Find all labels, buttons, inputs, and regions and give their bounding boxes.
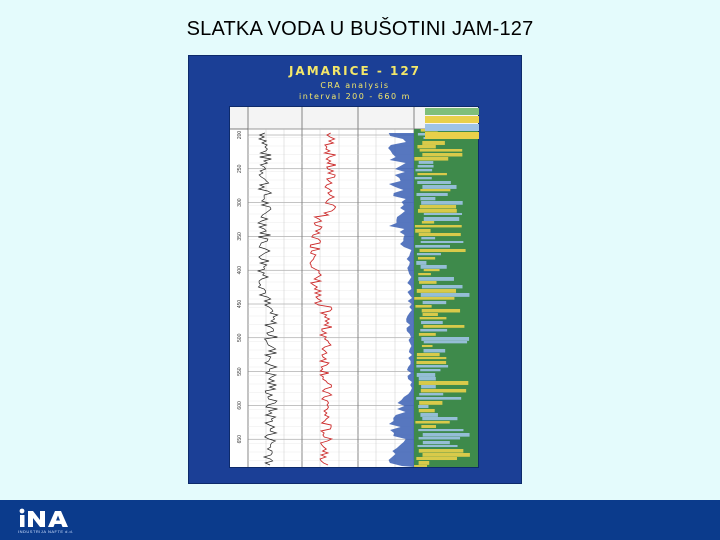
porosity-fill	[388, 133, 414, 467]
lithology-band	[421, 389, 466, 392]
legend-row-sand	[425, 116, 479, 123]
footer-bar	[0, 500, 720, 540]
lithology-band	[420, 329, 447, 332]
lithology-band	[417, 445, 457, 447]
lithology-band	[419, 393, 443, 395]
legend-row-water	[425, 124, 479, 131]
lithology-band	[423, 441, 450, 444]
ina-logo-icon	[18, 508, 82, 528]
lithology-band	[415, 177, 432, 179]
lithology-band	[421, 321, 443, 324]
lithology-band	[423, 325, 464, 328]
lithology-band	[417, 289, 456, 293]
lithology-band	[417, 357, 447, 359]
lithology-band	[424, 349, 446, 353]
lithology-band	[417, 173, 447, 175]
logo-subtitle: INDUSTRIJA NAFTE d.d.	[18, 529, 74, 534]
depth-label: 350	[237, 232, 243, 241]
lithology-band	[416, 261, 426, 265]
lithology-band	[420, 189, 450, 191]
lithology-band	[418, 429, 463, 431]
depth-grid	[248, 129, 414, 461]
depth-labels	[237, 131, 243, 444]
log-plot	[229, 106, 479, 468]
lithology-band	[422, 185, 456, 189]
lithology-band	[417, 353, 440, 356]
lithology-band	[420, 413, 437, 417]
lithology-band	[421, 241, 464, 243]
lithology-band	[415, 169, 432, 171]
lithology-band	[416, 193, 447, 196]
lithology-band	[416, 397, 461, 400]
track-grid	[266, 129, 395, 467]
lithology-band	[424, 341, 467, 343]
lithology-band	[421, 237, 435, 239]
lithology-band	[416, 361, 446, 364]
lithology-band	[415, 245, 450, 248]
lithology-band	[419, 401, 442, 405]
lithology-band	[415, 421, 449, 424]
lithology-band	[419, 377, 436, 380]
lithology-band	[419, 437, 460, 439]
lithology-band	[419, 281, 436, 284]
lithology-band	[420, 249, 466, 252]
lithology-band	[422, 221, 434, 224]
lithology-band	[419, 409, 435, 412]
log-plot-svg	[230, 107, 478, 467]
lithology-band	[415, 305, 431, 308]
depth-label: 600	[237, 401, 243, 410]
lithology-band	[415, 225, 462, 227]
slide-title: SLATKA VODA U BUŠOTINI JAM-127	[186, 18, 534, 40]
lithology-band	[416, 457, 457, 460]
lithology-band	[421, 265, 447, 269]
lithology-band	[423, 433, 470, 437]
lithology-band	[424, 269, 440, 271]
lithology-band	[419, 461, 430, 465]
depth-label: 500	[237, 333, 243, 342]
lithology-band	[419, 233, 461, 236]
lithology-band	[419, 333, 436, 336]
lithology-band	[417, 145, 435, 148]
depth-label: 450	[237, 299, 243, 309]
depth-label: 250	[237, 164, 243, 173]
lithology-band	[421, 201, 463, 205]
lithology-band	[421, 385, 436, 388]
depth-label: 650	[237, 435, 243, 444]
depth-label: 550	[237, 367, 243, 376]
lithology-band	[421, 425, 436, 428]
figure-subtitle: CRA analysis	[320, 81, 390, 90]
depth-label: 400	[237, 266, 243, 275]
lithology-band	[420, 149, 463, 152]
lithology-band	[414, 157, 448, 161]
lithology-band	[422, 309, 460, 312]
lithology-band	[420, 317, 447, 319]
legend-box	[425, 108, 479, 142]
lithology-band	[423, 453, 470, 457]
lithology-band	[420, 205, 456, 209]
lithology-band	[422, 345, 433, 347]
legend-row-shale	[425, 108, 479, 115]
lithology-band	[418, 209, 457, 213]
lithology-band	[418, 257, 435, 260]
lithology-band	[419, 161, 434, 164]
legend-row-gas	[425, 132, 479, 139]
lithology-band	[418, 165, 434, 168]
depth-label: 300	[237, 198, 243, 207]
well-log-figure	[188, 55, 522, 484]
lithology-band	[417, 373, 436, 377]
lithology-band	[421, 337, 469, 341]
lithology-band	[421, 293, 470, 297]
figure-title: JAMARICE - 127	[288, 64, 422, 78]
lithology-band	[414, 465, 427, 467]
lithology-band	[419, 449, 464, 453]
lithology-band	[415, 229, 430, 233]
lithology-band	[424, 217, 459, 221]
lithology-band	[418, 273, 431, 275]
lithology-band	[414, 297, 454, 300]
lithology-band	[424, 213, 462, 215]
lithology-band	[419, 381, 469, 385]
lithology-band	[422, 153, 462, 156]
lithology-band	[417, 253, 441, 255]
depth-label: 200	[237, 130, 243, 140]
figure-interval: interval 200 - 660 m	[299, 92, 411, 101]
lithology-band	[423, 301, 447, 304]
lithology-band	[422, 285, 463, 288]
lithology-band	[422, 417, 457, 420]
lithology-band	[416, 365, 448, 367]
lithology-band	[420, 369, 440, 371]
lithology-band	[418, 405, 428, 408]
lithology-band	[418, 277, 454, 281]
lithology-band	[420, 197, 435, 200]
lithology-band	[423, 313, 438, 316]
lithology-band	[417, 181, 451, 184]
